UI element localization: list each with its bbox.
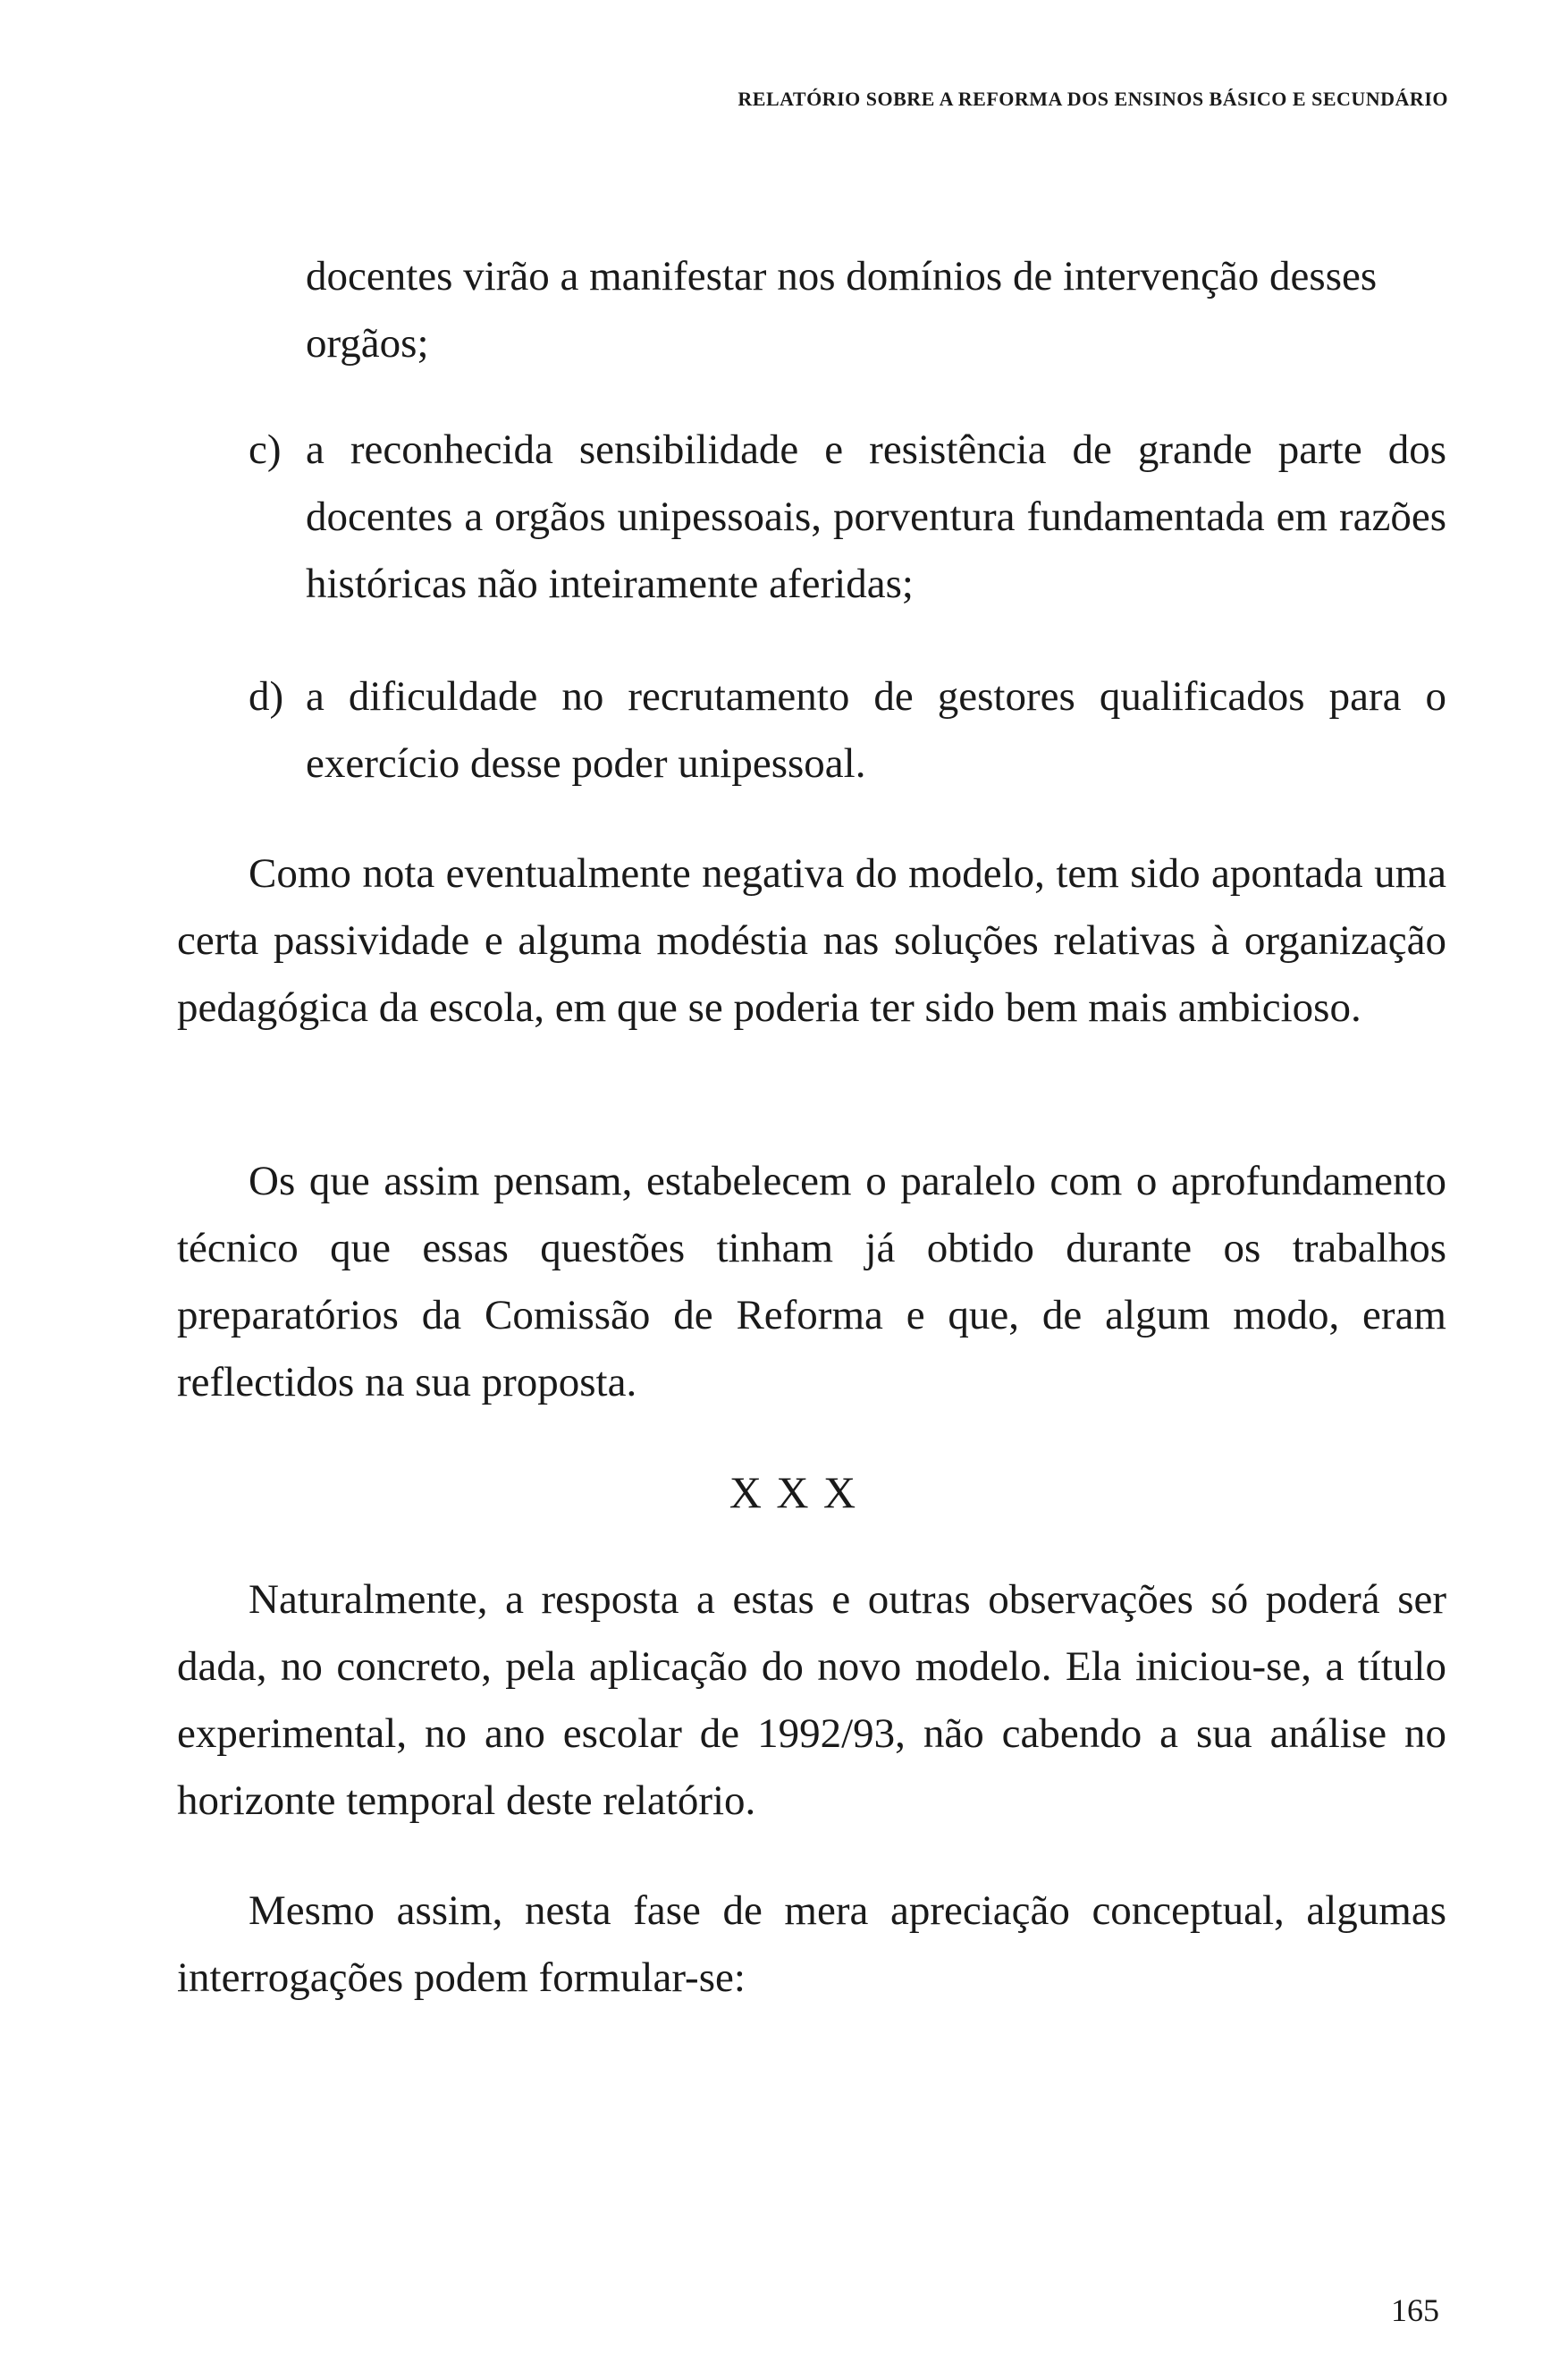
- continuation-text: docentes virão a manifestar nos domínios de intervenção desses orgãos;: [306, 253, 1378, 367]
- section-separator: X X X: [729, 1467, 858, 1517]
- list-item-d: [249, 663, 1446, 798]
- paragraph-parallel: Os que assim pensam, estabelecem o paralelo com o aprofundamento técnico que essas questões tinham já obtido durante os trabalhos preparatórios da Comissão de Reforma e que, de algum modo, eram reflectidos na sua proposta.: [177, 1158, 1446, 1405]
- paragraph-naturally: Naturalmente, a resposta a estas e outras observações só poderá ser dada, no concreto, pela aplicação do novo modelo. Ela iniciou-se, a título experimental, no ano escolar de 1992/93, não cabendo a sua análise no horizonte temporal deste relatório.: [177, 1576, 1446, 1824]
- page-number: 165: [1391, 2292, 1439, 2328]
- list-item-text: a dificuldade no recrutamento de gestores qualificados para o exercício desse poder unipessoal.: [306, 673, 1446, 787]
- list-marker: c): [249, 426, 282, 473]
- list-item-c: [249, 417, 1446, 618]
- running-header: RELATÓRIO SOBRE A REFORMA DOS ENSINOS BÁSICO E SECUNDÁRIO: [738, 88, 1448, 110]
- paragraph-negative-note: Como nota eventualmente negativa do modelo, tem sido apontada uma certa passividade e alguma modéstia nas soluções relativas à organização pedagógica da escola, em que se poderia ter sido bem mais ambicioso.: [177, 850, 1446, 1031]
- list-item-text: a reconhecida sensibilidade e resistência de grande parte dos docentes a orgãos unipessoais, porventura fundamentada em razões históricas não inteiramente aferidas;: [306, 426, 1446, 607]
- paragraph-questions-intro: Mesmo assim, nesta fase de mera apreciação conceptual, algumas interrogações podem formular-se:: [177, 1887, 1446, 2001]
- list-marker: d): [249, 673, 284, 720]
